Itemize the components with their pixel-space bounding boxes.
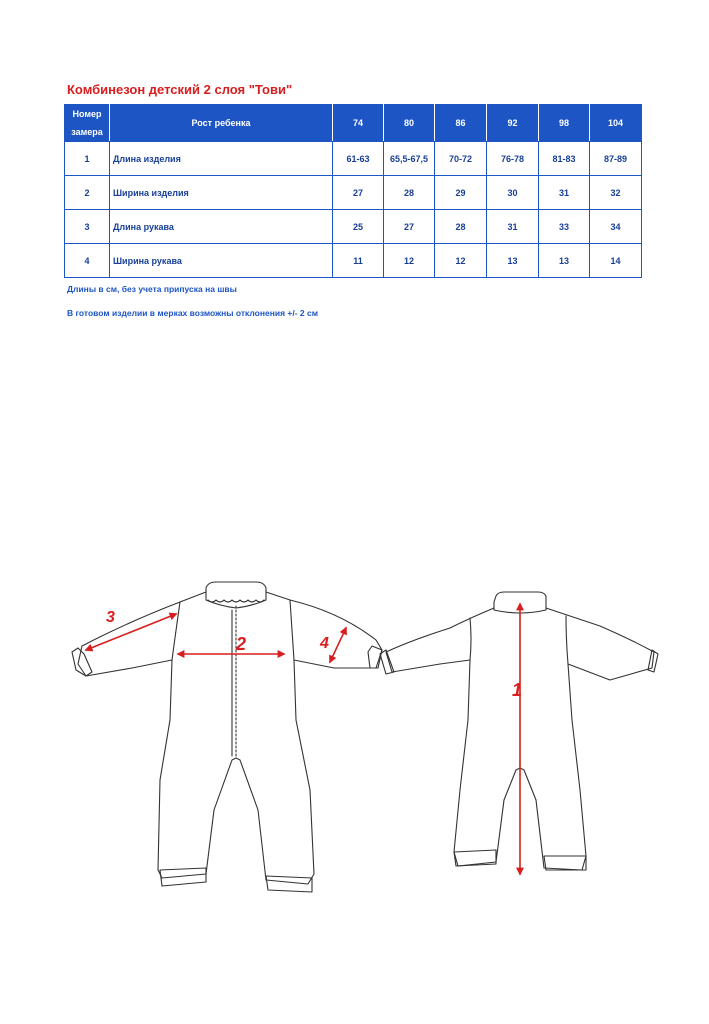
table-cell: 12 — [435, 244, 487, 278]
table-cell: 25 — [333, 210, 384, 244]
header-size: 74 — [333, 105, 384, 142]
header-size: 86 — [435, 105, 487, 142]
header-measure-number — [65, 105, 110, 142]
header-size: 104 — [590, 105, 642, 142]
table-cell: 87-89 — [590, 142, 642, 176]
front-collar-scallop — [208, 600, 264, 602]
measure-line-4 — [330, 628, 346, 662]
front-right-cuff — [368, 646, 382, 668]
table-cell: 12 — [384, 244, 435, 278]
row-number: 2 — [65, 176, 110, 210]
header-size: 80 — [384, 105, 435, 142]
measure-label-2: 2 — [236, 634, 247, 654]
back-right-armhole — [566, 616, 568, 664]
front-collar — [206, 582, 266, 608]
table-cell: 76-78 — [487, 142, 539, 176]
size-table — [64, 104, 642, 278]
front-left-cuff — [72, 648, 92, 676]
row-measure-name: Ширина изделия — [110, 176, 333, 210]
table-cell: 13 — [539, 244, 590, 278]
table-row — [65, 176, 642, 210]
row-number: 4 — [65, 244, 110, 278]
garment-diagram — [0, 560, 709, 910]
page-title: Комбинезон детский 2 слоя "Тови" — [67, 82, 293, 97]
header-num-line1: Номер — [72, 109, 102, 119]
table-header-row — [65, 105, 642, 142]
table-cell: 28 — [435, 210, 487, 244]
header-num-line2: замера — [71, 127, 103, 137]
row-number: 1 — [65, 142, 110, 176]
table-cell: 27 — [384, 210, 435, 244]
table-row — [65, 210, 642, 244]
note-lengths: Длины в см, без учета припуска на швы — [67, 284, 237, 294]
table-cell: 81-83 — [539, 142, 590, 176]
note-tolerance: В готовом изделии в мерках возможны отклонения +/- 2 см — [67, 308, 319, 318]
table-row — [65, 244, 642, 278]
row-measure-name: Длина изделия — [110, 142, 333, 176]
table-cell: 32 — [590, 176, 642, 210]
table-cell: 29 — [435, 176, 487, 210]
table-cell: 30 — [487, 176, 539, 210]
measure-label-1: 1 — [512, 680, 523, 700]
header-child-height: Рост ребенка — [110, 105, 333, 142]
table-cell: 70-72 — [435, 142, 487, 176]
front-right-armhole — [290, 600, 294, 660]
front-left-armhole — [172, 602, 180, 660]
measure-label-4: 4 — [320, 635, 329, 652]
back-left-leg-cuff — [454, 850, 496, 866]
measurement-labels — [106, 609, 522, 700]
table-cell: 27 — [333, 176, 384, 210]
row-number: 3 — [65, 210, 110, 244]
table-cell: 31 — [539, 176, 590, 210]
measure-label-3: 3 — [106, 609, 115, 626]
header-size: 92 — [487, 105, 539, 142]
front-left-leg-cuff — [160, 868, 206, 886]
table-cell: 33 — [539, 210, 590, 244]
row-measure-name: Ширина рукава — [110, 244, 333, 278]
table-cell: 11 — [333, 244, 384, 278]
table-cell: 13 — [487, 244, 539, 278]
table-cell: 14 — [590, 244, 642, 278]
back-view-drawing — [380, 592, 658, 870]
table-cell: 28 — [384, 176, 435, 210]
table-row — [65, 142, 642, 176]
table-cell: 61-63 — [333, 142, 384, 176]
front-view-drawing — [72, 582, 382, 892]
table-cell: 65,5-67,5 — [384, 142, 435, 176]
back-left-armhole — [470, 618, 471, 660]
measure-line-3 — [86, 614, 176, 650]
measurement-markers — [86, 604, 523, 874]
table-cell: 34 — [590, 210, 642, 244]
row-measure-name: Длина рукава — [110, 210, 333, 244]
header-size: 98 — [539, 105, 590, 142]
table-cell: 31 — [487, 210, 539, 244]
